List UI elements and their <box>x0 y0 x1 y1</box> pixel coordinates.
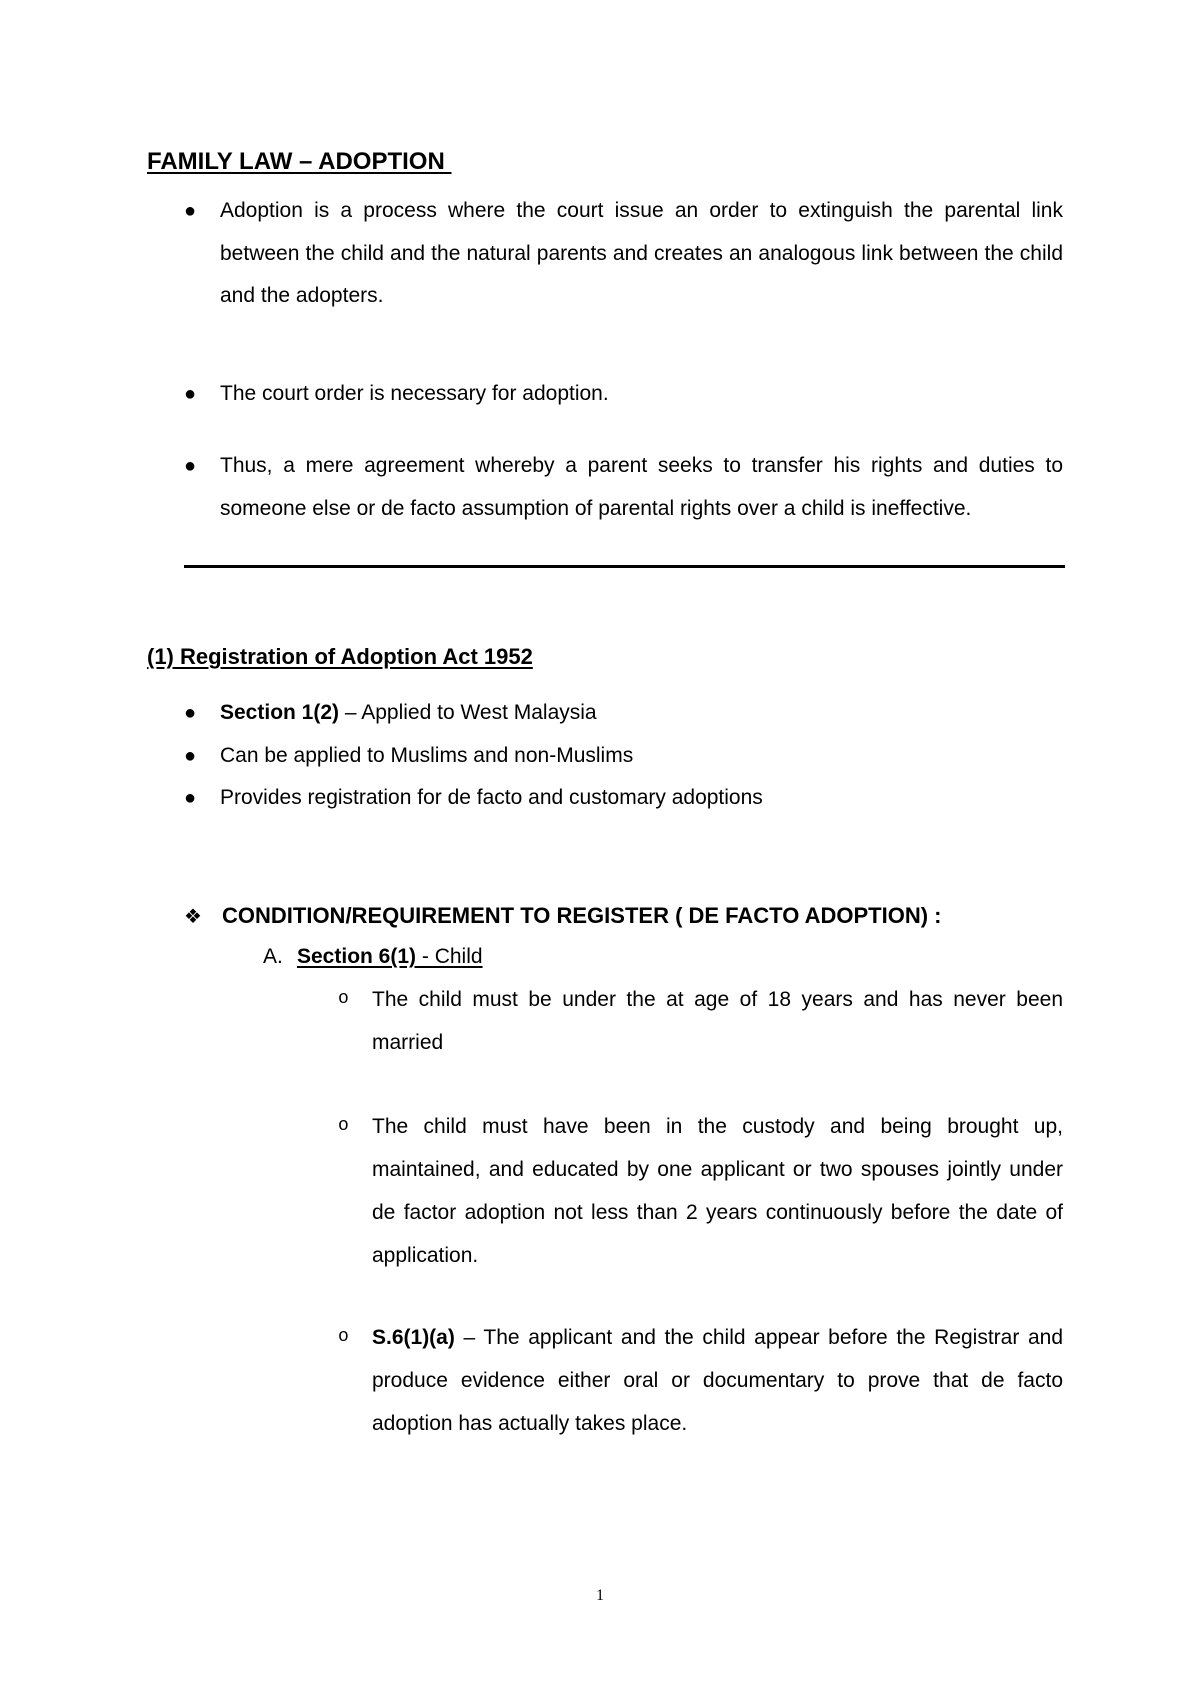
section-bullet-text: Provides registration for de facto and customary adoptions <box>220 786 763 809</box>
intro-bullet-item <box>184 373 1063 416</box>
intro-bullet-list <box>184 190 1063 318</box>
subsection-reference: Section 6(1) <box>297 945 417 968</box>
subsection-title: - Child <box>416 945 483 968</box>
section-bullet-text: – Applied to West Malaysia <box>339 701 597 724</box>
circle-bullet-icon: o <box>338 1116 349 1136</box>
sub-bullet-text: The child must be under the at age of 18 years and has never been married <box>372 988 1063 1054</box>
document-title: FAMILY LAW – ADOPTION <box>147 148 452 175</box>
section-bullet-item <box>184 777 1063 820</box>
section-reference: Section 1(2) <box>220 701 340 724</box>
sub-bullet-item <box>338 1105 1063 1277</box>
section-bullet-list <box>184 692 1063 820</box>
sub-bullet-item <box>338 978 1063 1064</box>
bullet-dot-icon: ● <box>184 383 197 405</box>
sub-bullet-text: The child must have been in the custody and being brought up, maintained, and educated by one applicant or two spouses jointly under de factor adoption not less than 2 years continuously before the date of application. <box>372 1115 1063 1267</box>
intro-bullet-item <box>184 190 1063 318</box>
intro-bullet-list <box>184 373 1063 416</box>
circle-bullet-icon: o <box>338 989 349 1009</box>
diamond-bullet-icon: ❖ <box>184 906 202 928</box>
condition-heading-text: CONDITION/REQUIREMENT TO REGISTER ( DE FACTO ADOPTION) : <box>222 903 942 928</box>
sub-bullet-list <box>338 1105 1063 1277</box>
bullet-dot-icon: ● <box>184 744 197 767</box>
section-bullet-text: Can be applied to Muslims and non-Muslims <box>220 743 634 767</box>
bullet-dot-icon: ● <box>184 455 197 477</box>
condition-heading <box>184 895 942 938</box>
horizontal-divider <box>184 565 1065 568</box>
sub-bullet-item <box>338 1316 1063 1445</box>
intro-bullet-item <box>184 445 1063 530</box>
subsection-a <box>263 936 483 978</box>
bullet-dot-icon: ● <box>184 200 197 222</box>
section-reference: S.6(1)(a) <box>372 1326 455 1349</box>
intro-bullet-text: Thus, a mere agreement whereby a parent seeks to transfer his rights and duties to someone else or de facto assumption of parental rights over a child is ineffective. <box>220 454 1063 520</box>
sub-bullet-text: – The applicant and the child appear before the Registrar and produce evidence either oral or documentary to prove that de facto adoption has actually takes place. <box>372 1326 1063 1435</box>
bullet-dot-icon: ● <box>184 787 197 809</box>
circle-bullet-icon: o <box>338 1327 349 1347</box>
subsection-letter: A. <box>263 945 283 968</box>
bullet-dot-icon: ● <box>184 702 197 724</box>
intro-bullet-text: The court order is necessary for adoption. <box>220 382 609 405</box>
intro-bullet-list <box>184 445 1063 530</box>
intro-bullet-text: Adoption is a process where the court issue an order to extinguish the parental link between the child and the natural parents and creates an analogous link between the child and the adopters. <box>220 199 1063 307</box>
section-heading: (1) Registration of Adoption Act 1952 <box>147 644 533 669</box>
sub-bullet-list <box>338 978 1063 1064</box>
page-number: 1 <box>596 1587 604 1604</box>
sub-bullet-list <box>338 1316 1063 1445</box>
section-bullet-item <box>184 692 1063 735</box>
section-bullet-item <box>184 735 1063 778</box>
